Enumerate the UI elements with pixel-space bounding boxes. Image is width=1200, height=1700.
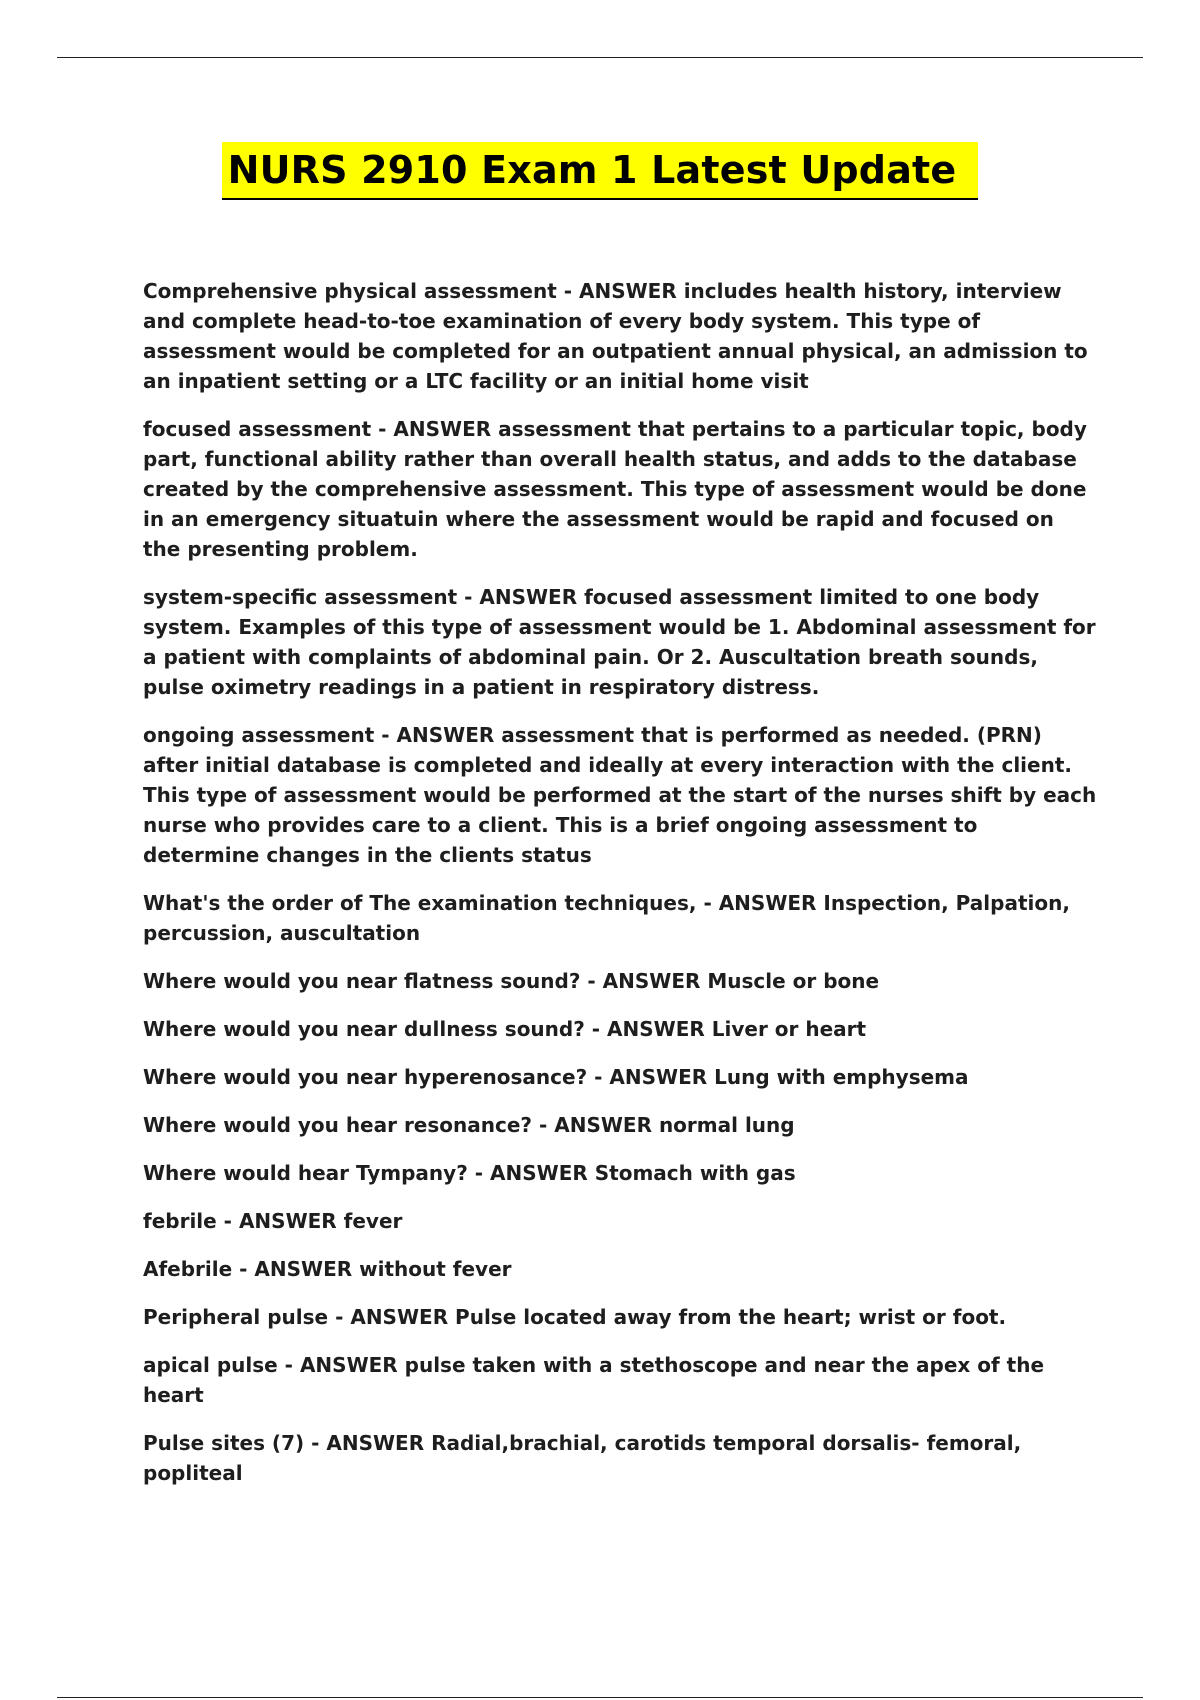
qa-list <box>143 276 1098 1506</box>
qa-entry: Where would you near flatness sound? - ANSWER Muscle or bone <box>143 969 880 993</box>
qa-entry: Where would you near dullness sound? - ANSWER Liver or heart <box>143 1017 867 1041</box>
qa-entry: ongoing assessment - ANSWER assessment that is performed as needed. (PRN) after initial database is completed and ideally at every interaction with the client. This type of assessment would be performed at the start of the nurses shift by each nurse who provides care to a client. This is a brief ongoing assessment to determine changes in the clients status <box>143 723 1097 867</box>
qa-entry: Peripheral pulse - ANSWER Pulse located away from the heart; wrist or foot. <box>143 1305 1007 1329</box>
qa-entry: Where would you hear resonance? - ANSWER normal lung <box>143 1113 795 1137</box>
qa-entry: system-specific assessment - ANSWER focused assessment limited to one body system. Examples of this type of assessment would be 1. Abdominal assessment for a patient with complaints of abdominal pain. Or 2. Auscultation breath sounds, pulse oximetry readings in a patient in respiratory distress. <box>143 585 1096 699</box>
qa-entry: focused assessment - ANSWER assessment that pertains to a particular topic, body part, functional ability rather than overall health status, and adds to the database created by the comprehensive assessment. This type of assessment would be done in an emergency situatuin where the assessment would be rapid and focused on the presenting problem. <box>143 417 1087 561</box>
qa-entry: Where would you near hyperenosance? - ANSWER Lung with emphysema <box>143 1065 969 1089</box>
qa-entry: Afebrile - ANSWER without fever <box>143 1257 512 1281</box>
qa-entry: What's the order of The examination techniques, - ANSWER Inspection, Palpation, percussion, auscultation <box>143 891 1070 945</box>
document-title: NURS 2910 Exam 1 Latest Update <box>222 142 979 200</box>
qa-entry: Comprehensive physical assessment - ANSWER includes health history, interview and complete head-to-toe examination of every body system. This type of assessment would be completed for an outpatient annual physical, an admission to an inpatient setting or a LTC facility or an initial home visit <box>143 279 1088 393</box>
header-rule <box>57 57 1143 58</box>
footer-rule <box>57 1697 1143 1698</box>
qa-entry: Pulse sites (7) - ANSWER Radial,brachial, carotids temporal dorsalis- femoral, popliteal <box>143 1431 1022 1485</box>
qa-entry: febrile - ANSWER fever <box>143 1209 403 1233</box>
qa-entry: Where would hear Tympany? - ANSWER Stomach with gas <box>143 1161 796 1185</box>
qa-entry: apical pulse - ANSWER pulse taken with a stethoscope and near the apex of the heart <box>143 1353 1045 1407</box>
title-container <box>0 142 1200 200</box>
